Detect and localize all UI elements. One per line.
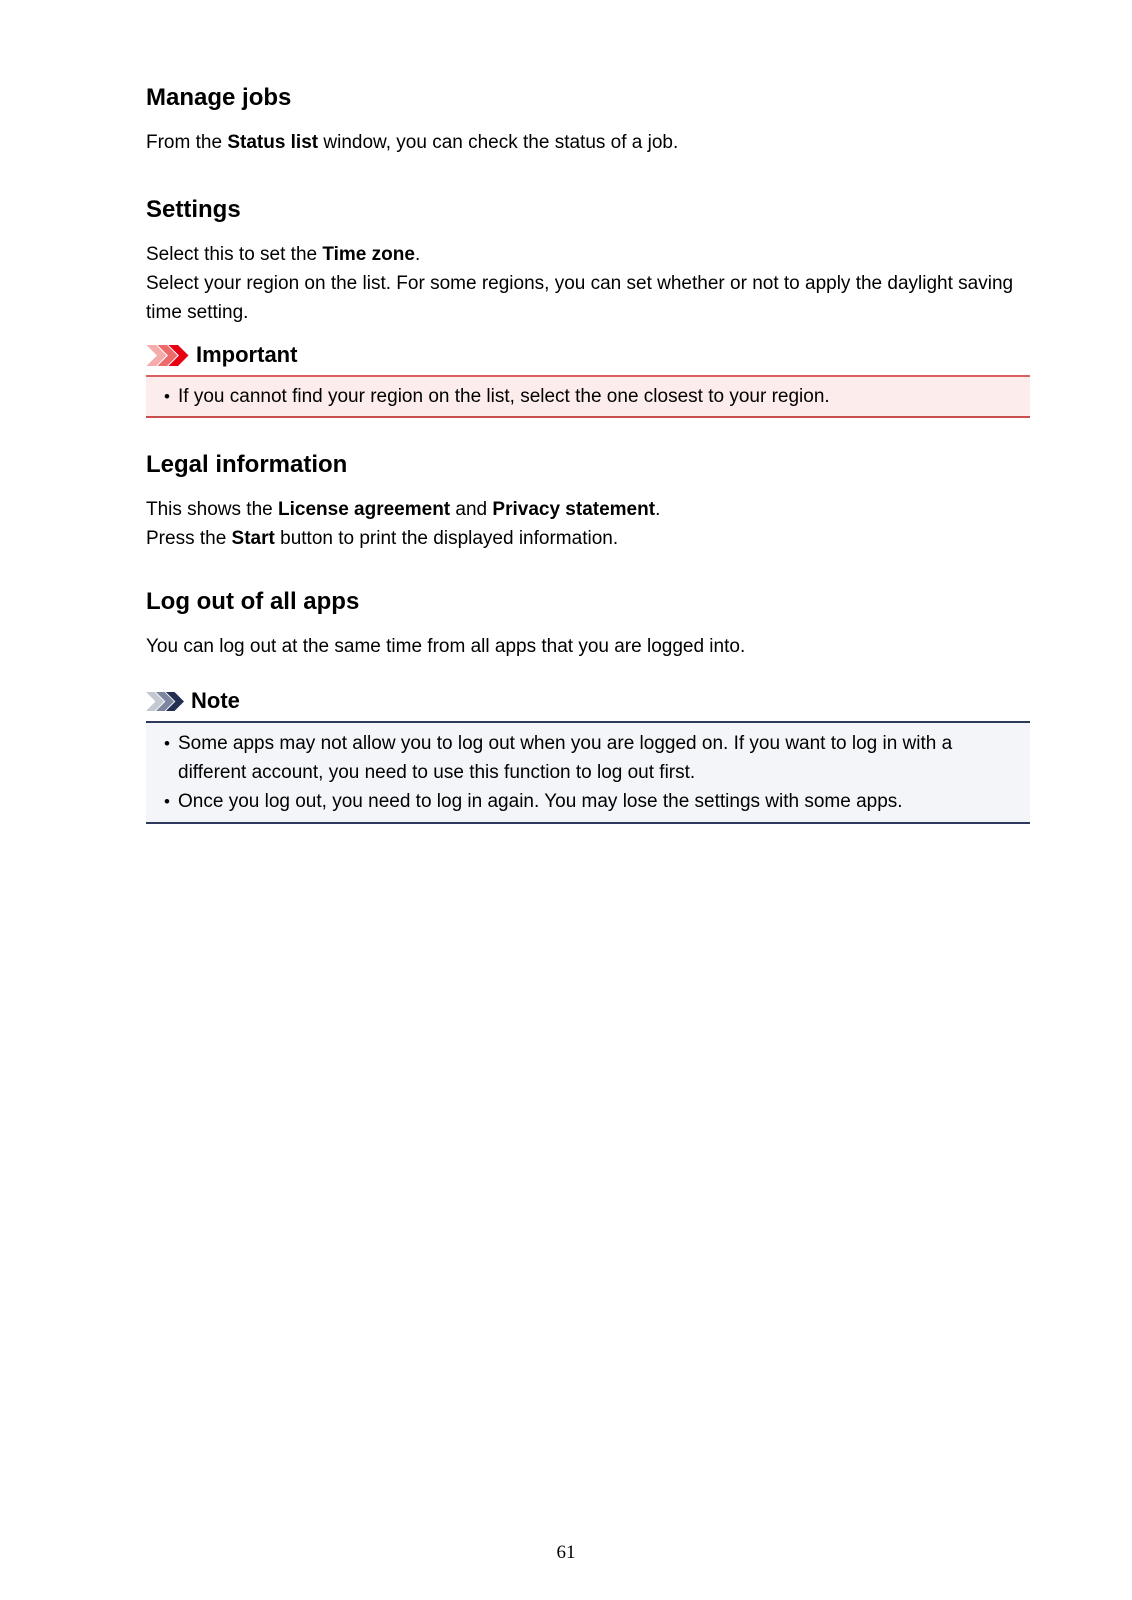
logout-paragraph: You can log out at the same time from all apps that you are logged into. — [146, 636, 746, 657]
section-log-out-of-all-apps — [146, 589, 1030, 824]
important-callout — [146, 343, 1030, 418]
bold-text-segment: Status list — [227, 132, 319, 153]
note-callout — [146, 689, 1030, 824]
section-legal-information — [146, 452, 1030, 553]
text-segment: This shows the — [146, 499, 278, 520]
note-callout-header — [146, 689, 1030, 713]
bold-text-segment: License agreement — [278, 499, 451, 520]
bold-text-segment: Privacy statement — [492, 499, 656, 520]
legal-line-2 — [146, 524, 1030, 553]
note-list-item: • Some apps may not allow you to log out when you are logged on. If you want to log in with a different account, you need to use this function to log out first. — [156, 729, 1010, 787]
legal-line-1 — [146, 495, 1030, 524]
page-number: 61 — [556, 1542, 576, 1563]
text-segment: . — [414, 244, 421, 265]
text-segment: From the — [146, 132, 228, 153]
important-chevron-icon — [146, 345, 189, 366]
important-callout-header — [146, 343, 1030, 367]
text-segment: Press the — [146, 528, 232, 549]
settings-line-1 — [146, 240, 1030, 269]
text-segment: and — [450, 499, 493, 520]
page-content — [146, 85, 1030, 824]
note-chevron-icon — [146, 692, 184, 711]
text-segment: button to print the displayed information. — [274, 528, 619, 549]
important-callout-box — [146, 375, 1030, 418]
important-list-item: • If you cannot find your region on the list, select the one closest to your region. — [156, 382, 1010, 411]
note-list-item: • Once you log out, you need to log in again. You may lose the settings with some apps. — [156, 787, 1010, 816]
settings-paragraph — [146, 240, 1030, 327]
section-manage-jobs — [146, 85, 1030, 157]
bold-text-segment: Start — [231, 528, 275, 549]
important-item-list — [156, 382, 1010, 411]
note-callout-label: Note — [191, 688, 240, 713]
section-title-legal-information: Legal information — [146, 451, 348, 478]
note-item-list — [156, 729, 1010, 816]
bold-text-segment: Time zone — [322, 244, 415, 265]
text-segment: . — [655, 499, 661, 520]
section-settings — [146, 197, 1030, 418]
text-segment: Select this to set the — [146, 244, 323, 265]
legal-paragraph — [146, 495, 1030, 553]
settings-line-2: Select your region on the list. For some regions, you can set whether or not to apply the daylight saving time setting. — [146, 273, 1014, 323]
text-segment: window, you can check the status of a job. — [318, 132, 679, 153]
section-title-log-out: Log out of all apps — [146, 588, 360, 615]
manage-jobs-paragraph — [146, 128, 1030, 157]
section-title-settings: Settings — [146, 196, 241, 223]
section-title-manage-jobs: Manage jobs — [146, 84, 292, 111]
important-callout-label: Important — [196, 342, 298, 367]
note-callout-box — [146, 721, 1030, 824]
